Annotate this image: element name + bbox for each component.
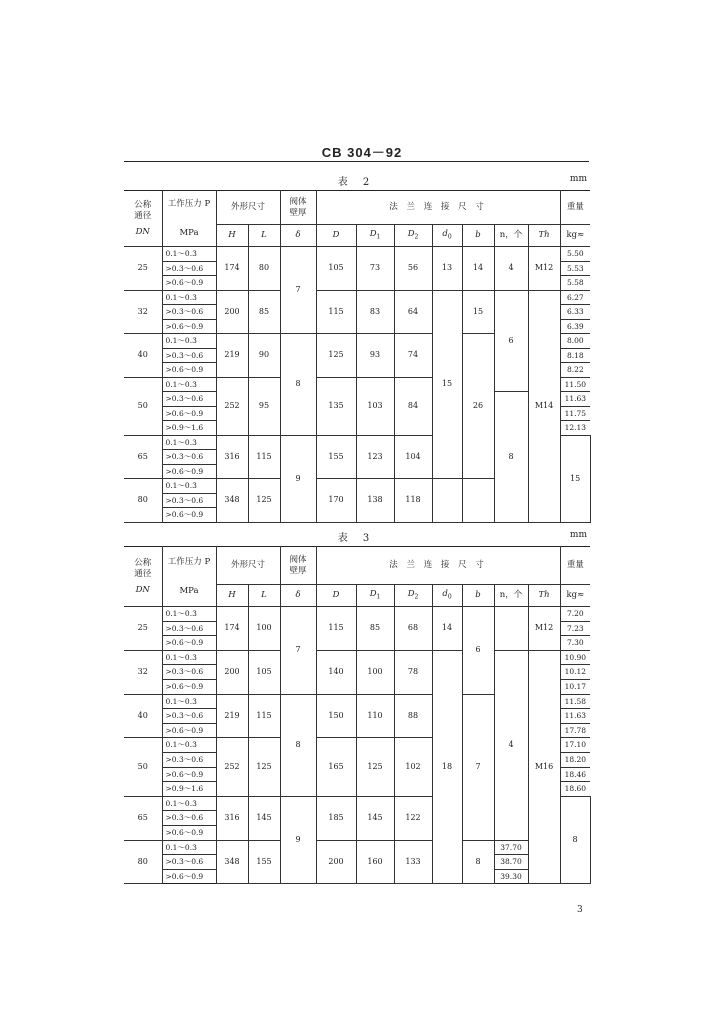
pressure-cell: >0.6～0.9 [162,869,216,884]
dn-cell: 32 [124,650,162,694]
table-2 [124,190,590,523]
page-number: 3 [577,905,583,915]
delta-cell: 7 [280,607,316,695]
b-cell: 7 [462,694,494,840]
h-cell: 200 [216,650,248,694]
table-row [124,840,590,855]
l-cell: 100 [248,607,280,651]
l-cell: 85 [248,290,280,334]
header-Th: Th [528,585,560,607]
d1-cell: 160 [356,840,394,884]
weight-cell: 11.58 [560,694,590,709]
d2-cell: 56 [394,247,432,291]
h-cell: 252 [216,738,248,796]
n-cell: 6 [494,290,528,392]
d0-cell: 15 [432,290,462,479]
l-cell: 95 [248,377,280,435]
header-delta: δ [280,585,316,607]
header-D2: $D_2$ [394,585,432,607]
weight-cell: 11.63 [560,709,590,724]
pressure-cell: >0.3～0.6 [162,811,216,826]
l-cell: 115 [248,694,280,738]
pressure-cell: >0.3～0.6 [162,855,216,870]
weight-cell: 6.27 [560,290,590,305]
pressure-cell: >0.3～0.6 [162,261,216,276]
header-H: H [216,585,248,607]
pressure-cell: 0.1～0.3 [162,840,216,855]
header-wall-thickness: 阀体 壁厚 [280,547,316,585]
dn-cell: 25 [124,607,162,651]
pressure-cell: >0.3～0.6 [162,392,216,407]
l-cell: 115 [248,435,280,479]
h-cell: 252 [216,377,248,435]
th-cell: M12 [528,607,560,651]
d2-cell: 122 [394,796,432,840]
weight-cell: 11.63 [560,392,590,407]
weight-cell: 8.18 [560,348,590,363]
header-L: L [248,585,280,607]
d-cell: 135 [316,377,356,435]
pressure-cell: 0.1～0.3 [162,435,216,450]
standard-number: CB 304－92 [321,145,403,160]
d2-cell: 88 [394,694,432,738]
table-3-caption: 表 3 [337,533,376,544]
d2-cell: 104 [394,435,432,479]
b-cell: 6 [462,607,494,695]
d-cell: 155 [316,435,356,479]
delta-cell: 9 [280,435,316,522]
delta-cell: 8 [280,694,316,796]
pressure-cell: 0.1～0.3 [162,650,216,665]
top-rule [124,161,589,162]
weight-cell: 8.22 [560,363,590,378]
header-pressure: 工作压力 P MPa [162,191,216,247]
table-row [124,650,590,665]
pressure-cell: >0.6～0.9 [162,464,216,479]
h-cell: 348 [216,479,248,523]
header-dn: 公称 通径 DN [124,547,162,607]
n-cell: 4 [494,247,528,291]
header-d0: $d_0$ [432,225,462,247]
dn-cell: 80 [124,479,162,523]
pressure-cell: >0.6～0.9 [162,363,216,378]
pressure-cell: >0.6～0.9 [162,825,216,840]
weight-cell: 11.75 [560,406,590,421]
b-cell: 8 [560,796,590,884]
dn-cell: 50 [124,738,162,796]
d2-cell: 102 [394,738,432,796]
d1-cell: 138 [356,479,394,523]
pressure-cell: >0.3～0.6 [162,493,216,508]
b-cell: 26 [462,334,494,479]
d1-cell: 100 [356,650,394,694]
weight-cell: 7.30 [560,636,590,651]
d-cell: 150 [316,694,356,738]
weight-cell: 17.78 [560,723,590,738]
d1-cell: 103 [356,377,394,435]
d0-cell: 18 [432,650,462,884]
dn-cell: 65 [124,796,162,840]
header-D2: $D_2$ [394,225,432,247]
header-b: b [462,585,494,607]
table-row [124,607,590,622]
pressure-cell: 0.1～0.3 [162,334,216,349]
weight-cell: 5.50 [560,247,590,262]
weight-cell: 5.53 [560,261,590,276]
th-cell: M16 [528,650,560,884]
header-D1: $D_1$ [356,585,394,607]
pressure-cell: >0.6～0.9 [162,723,216,738]
weight-cell: 6.39 [560,319,590,334]
table-3-unit: mm [569,530,587,540]
header-delta: δ [280,225,316,247]
table-row [124,247,590,262]
pressure-cell: >0.3～0.6 [162,621,216,636]
th-cell: M14 [528,290,560,522]
dn-cell: 40 [124,694,162,738]
pressure-cell: >0.6～0.9 [162,636,216,651]
table-2-caption: 表 2 [337,177,376,188]
pressure-cell: >0.6～0.9 [162,508,216,523]
d-cell: 115 [316,290,356,334]
weight-cell: 39.30 [494,869,528,884]
pressure-cell: >0.6～0.9 [162,319,216,334]
th-cell [462,479,494,523]
header-L: L [248,225,280,247]
pressure-cell: >0.6～0.9 [162,767,216,782]
d1-cell: 123 [356,435,394,479]
weight-cell: 8.00 [560,334,590,349]
l-cell: 125 [248,738,280,796]
n-cell: 4 [494,650,528,840]
pressure-cell: 0.1～0.3 [162,247,216,262]
l-cell: 90 [248,334,280,378]
delta-cell: 9 [280,796,316,884]
header-n: n，个 [494,585,528,607]
d1-cell: 73 [356,247,394,291]
th-cell: M12 [528,247,560,291]
d-cell: 140 [316,650,356,694]
pressure-cell: >0.3～0.6 [162,305,216,320]
n-cell [494,607,528,651]
weight-cell: 7.20 [560,607,590,622]
weight-cell: 12.13 [560,421,590,436]
weight-cell: 18.60 [560,782,590,797]
pressure-cell: >0.6～0.9 [162,406,216,421]
d0-cell: 13 [432,247,462,291]
pressure-cell: 0.1～0.3 [162,738,216,753]
pressure-cell: >0.6～0.9 [162,679,216,694]
pressure-cell: >0.3～0.6 [162,665,216,680]
header-Th: Th [528,225,560,247]
weight-cell: 10.12 [560,665,590,680]
h-cell: 348 [216,840,248,884]
d0-cell: 14 [432,607,462,651]
header-D: D [316,225,356,247]
weight-cell: 10.17 [560,679,590,694]
d-cell: 165 [316,738,356,796]
dn-cell: 50 [124,377,162,435]
pressure-cell: 0.1～0.3 [162,796,216,811]
table-row [124,290,590,305]
pressure-cell: >0.3～0.6 [162,709,216,724]
header-d0: $d_0$ [432,585,462,607]
delta-cell: 7 [280,247,316,334]
header-weight: 重量 [560,547,590,585]
header-outer-dimensions: 外形尺寸 [216,547,280,585]
header-pressure: 工作压力 P MPa [162,547,216,607]
header-wall-thickness: 阀体 壁厚 [280,191,316,225]
pressure-cell: 0.1～0.3 [162,479,216,494]
pressure-cell: >0.9～1.6 [162,782,216,797]
delta-cell: 8 [280,334,316,436]
d2-cell: 133 [394,840,432,884]
weight-cell: 10.90 [560,650,590,665]
d-cell: 185 [316,796,356,840]
pressure-cell: 0.1～0.3 [162,694,216,709]
l-cell: 105 [248,650,280,694]
weight-cell: 17.10 [560,738,590,753]
weight-cell: 5.58 [560,276,590,291]
pressure-cell: >0.9～1.6 [162,421,216,436]
h-cell: 200 [216,290,248,334]
weight-cell: 38.70 [494,855,528,870]
d-cell: 170 [316,479,356,523]
h-cell: 316 [216,435,248,479]
l-cell: 155 [248,840,280,884]
header-n: n，个 [494,225,528,247]
table-2-caption-bar [124,173,589,189]
dn-cell: 32 [124,290,162,334]
n-cell: 8 [462,840,494,884]
header-H: H [216,225,248,247]
table-3 [124,546,590,884]
weight-cell: 18.20 [560,752,590,767]
table-3-caption-bar [124,529,589,545]
d1-cell: 145 [356,796,394,840]
pressure-cell: >0.3～0.6 [162,450,216,465]
header-flange-dimensions: 法 兰 连 接 尺 寸 [316,191,560,225]
header-dn: 公称 通径 DN [124,191,162,247]
l-cell: 145 [248,796,280,840]
d2-cell: 74 [394,334,432,378]
d-cell: 200 [316,840,356,884]
weight-cell: 7.23 [560,621,590,636]
d1-cell: 110 [356,694,394,738]
pressure-cell: 0.1～0.3 [162,377,216,392]
table-2-unit: mm [569,174,587,184]
d0-cell [432,479,462,523]
d-cell: 125 [316,334,356,378]
d2-cell: 64 [394,290,432,334]
d2-cell: 118 [394,479,432,523]
pressure-cell: >0.3～0.6 [162,348,216,363]
d-cell: 115 [316,607,356,651]
d1-cell: 93 [356,334,394,378]
d1-cell: 83 [356,290,394,334]
weight-cell: 37.70 [494,840,528,855]
h-cell: 174 [216,247,248,291]
h-cell: 219 [216,694,248,738]
weight-cell: 11.50 [560,377,590,392]
b-cell: 15 [462,290,494,334]
d1-cell: 125 [356,738,394,796]
header-weight-unit: kg≈ [560,585,590,607]
h-cell: 219 [216,334,248,378]
header-outer-dimensions: 外形尺寸 [216,191,280,225]
d2-cell: 78 [394,650,432,694]
dn-cell: 80 [124,840,162,884]
dn-cell: 25 [124,247,162,291]
pressure-cell: >0.3～0.6 [162,752,216,767]
weight-cell: 18.46 [560,767,590,782]
l-cell: 125 [248,479,280,523]
dn-cell: 40 [124,334,162,378]
d-cell: 105 [316,247,356,291]
weight-cell: 6.33 [560,305,590,320]
d1-cell: 85 [356,607,394,651]
header-weight-unit: kg≈ [560,225,590,247]
d2-cell: 68 [394,607,432,651]
pressure-cell: 0.1～0.3 [162,290,216,305]
b-cell: 15 [560,435,590,522]
header-D: D [316,585,356,607]
header-flange-dimensions: 法 兰 连 接 尺 寸 [316,547,560,585]
header-b: b [462,225,494,247]
h-cell: 174 [216,607,248,651]
n-cell: 8 [494,392,528,523]
header-weight: 重量 [560,191,590,225]
dn-cell: 65 [124,435,162,479]
l-cell: 80 [248,247,280,291]
b-cell: 14 [462,247,494,291]
header-D1: $D_1$ [356,225,394,247]
pressure-cell: >0.6～0.9 [162,276,216,291]
d2-cell: 84 [394,377,432,435]
pressure-cell: 0.1～0.3 [162,607,216,622]
h-cell: 316 [216,796,248,840]
